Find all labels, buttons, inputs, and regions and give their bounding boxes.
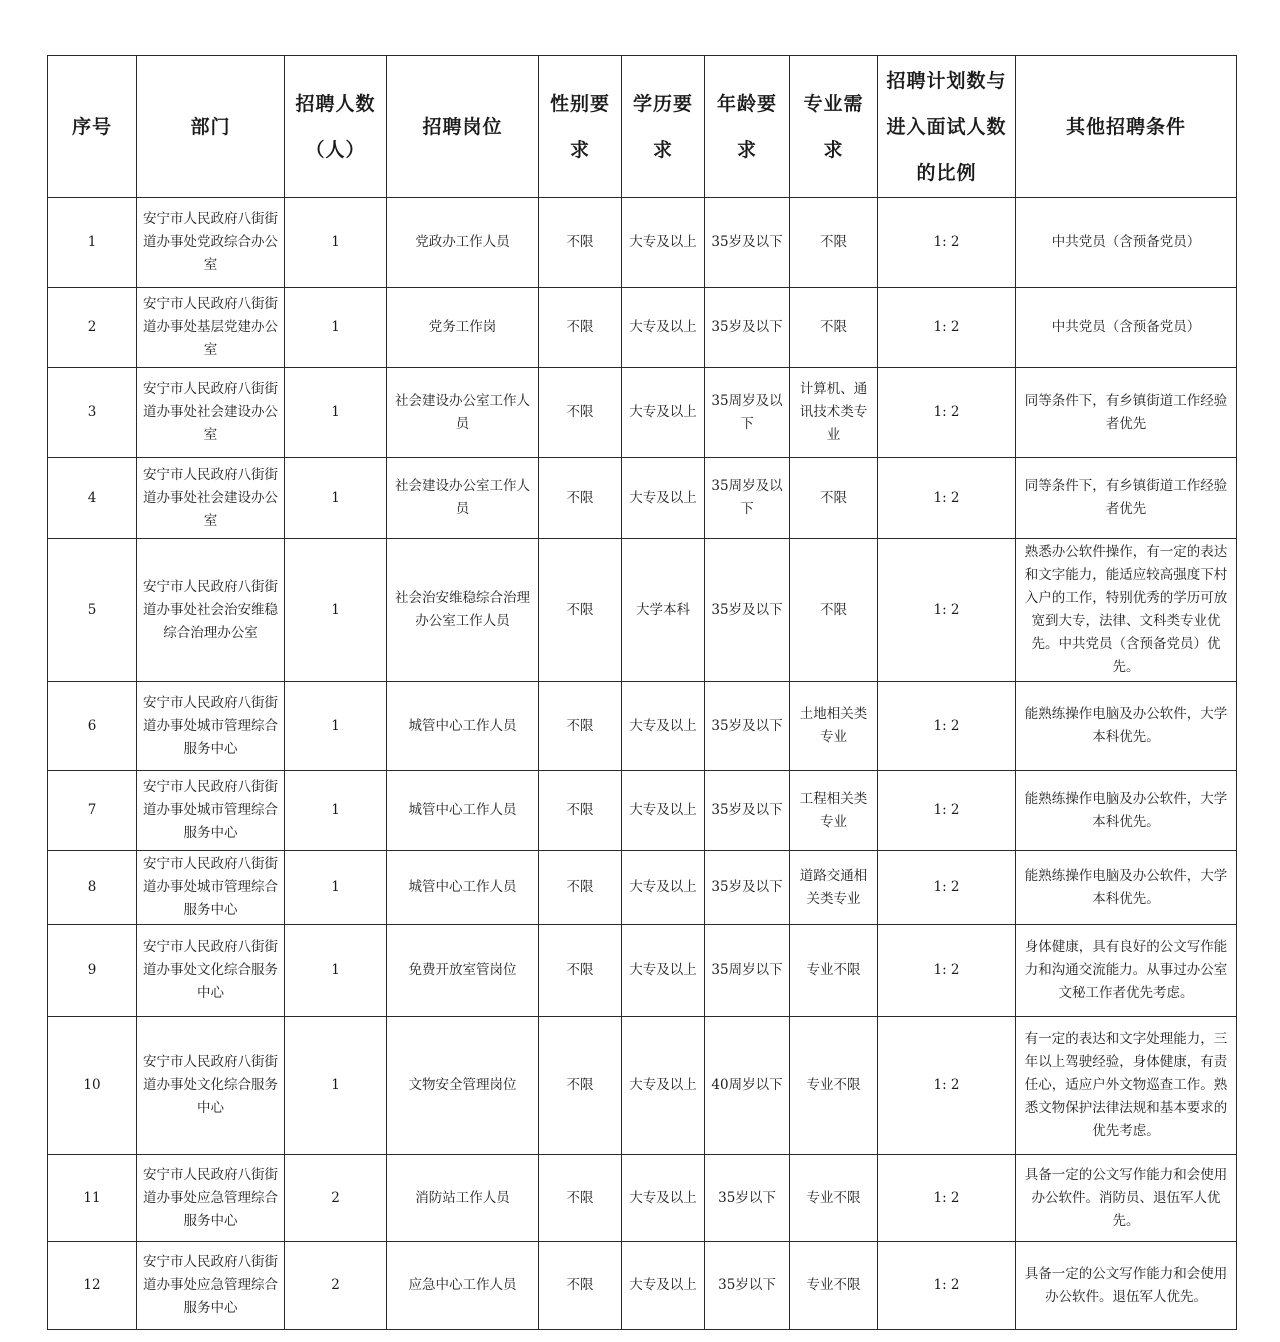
cell-ratio: 1: 2	[878, 198, 1016, 288]
table-row	[48, 198, 1237, 288]
cell-major: 工程相关类专业	[790, 771, 878, 851]
cell-ratio: 1: 2	[878, 682, 1016, 771]
cell-ratio: 1: 2	[878, 1242, 1016, 1330]
cell-gender: 不限	[539, 368, 622, 458]
cell-department: 安宁市人民政府八街街道办事处社会建设办公室	[137, 458, 285, 539]
table-row	[48, 925, 1237, 1017]
cell-age: 35岁及以下	[705, 851, 790, 925]
cell-ratio: 1: 2	[878, 1017, 1016, 1155]
cell-ratio: 1: 2	[878, 458, 1016, 539]
cell-gender: 不限	[539, 288, 622, 368]
cell-major: 土地相关类专业	[790, 682, 878, 771]
recruitment-table	[47, 55, 1237, 1330]
cell-other-conditions: 同等条件下，有乡镇街道工作经验者优先	[1016, 458, 1237, 539]
cell-ratio: 1: 2	[878, 925, 1016, 1017]
cell-headcount: 1	[285, 288, 387, 368]
table-row	[48, 851, 1237, 925]
cell-department: 安宁市人民政府八街街道办事处党政综合办公室	[137, 198, 285, 288]
cell-gender: 不限	[539, 1017, 622, 1155]
cell-gender: 不限	[539, 1242, 622, 1330]
cell-department: 安宁市人民政府八街街道办事处社会建设办公室	[137, 368, 285, 458]
table-row	[48, 458, 1237, 539]
header-position: 招聘岗位	[387, 56, 539, 198]
header-education: 学历要求	[622, 56, 705, 198]
cell-headcount: 1	[285, 368, 387, 458]
cell-age: 35岁及以下	[705, 198, 790, 288]
cell-major: 专业不限	[790, 1017, 878, 1155]
cell-serial: 7	[48, 771, 137, 851]
cell-other-conditions: 有一定的表达和文字处理能力，三年以上驾驶经验，身体健康，有责任心，适应户外文物巡查工作。熟悉文物保护法律法规和基本要求的优先考虑。	[1016, 1017, 1237, 1155]
cell-age: 35岁及以下	[705, 771, 790, 851]
cell-other-conditions: 中共党员（含预备党员）	[1016, 288, 1237, 368]
cell-major: 专业不限	[790, 1242, 878, 1330]
cell-serial: 4	[48, 458, 137, 539]
cell-serial: 9	[48, 925, 137, 1017]
cell-education: 大专及以上	[622, 682, 705, 771]
header-ratio: 招聘计划数与进入面试人数的比例	[878, 56, 1016, 198]
cell-gender: 不限	[539, 682, 622, 771]
cell-other-conditions: 能熟练操作电脑及办公软件，大学本科优先。	[1016, 682, 1237, 771]
cell-other-conditions: 具备一定的公文写作能力和会使用办公软件。消防员、退伍军人优先。	[1016, 1155, 1237, 1242]
cell-serial: 11	[48, 1155, 137, 1242]
header-headcount: 招聘人数（人）	[285, 56, 387, 198]
cell-other-conditions: 中共党员（含预备党员）	[1016, 198, 1237, 288]
table-row	[48, 1155, 1237, 1242]
cell-headcount: 1	[285, 851, 387, 925]
cell-major: 计算机、通讯技术类专业	[790, 368, 878, 458]
cell-age: 40周岁以下	[705, 1017, 790, 1155]
header-row	[48, 56, 1237, 198]
cell-headcount: 2	[285, 1242, 387, 1330]
cell-education: 大专及以上	[622, 1017, 705, 1155]
table-row	[48, 288, 1237, 368]
cell-ratio: 1: 2	[878, 1155, 1016, 1242]
header-major: 专业需求	[790, 56, 878, 198]
cell-ratio: 1: 2	[878, 851, 1016, 925]
cell-serial: 5	[48, 539, 137, 682]
cell-serial: 6	[48, 682, 137, 771]
cell-age: 35岁及以下	[705, 539, 790, 682]
cell-headcount: 1	[285, 198, 387, 288]
cell-position: 社会建设办公室工作人员	[387, 458, 539, 539]
cell-major: 不限	[790, 288, 878, 368]
cell-education: 大专及以上	[622, 771, 705, 851]
cell-serial: 3	[48, 368, 137, 458]
cell-other-conditions: 能熟练操作电脑及办公软件，大学本科优先。	[1016, 771, 1237, 851]
cell-headcount: 2	[285, 1155, 387, 1242]
cell-gender: 不限	[539, 925, 622, 1017]
cell-position: 城管中心工作人员	[387, 771, 539, 851]
header-age: 年龄要求	[705, 56, 790, 198]
cell-gender: 不限	[539, 771, 622, 851]
table-row	[48, 539, 1237, 682]
cell-serial: 2	[48, 288, 137, 368]
cell-position: 社会治安维稳综合治理办公室工作人员	[387, 539, 539, 682]
cell-major: 不限	[790, 458, 878, 539]
cell-position: 社会建设办公室工作人员	[387, 368, 539, 458]
cell-age: 35周岁以下	[705, 925, 790, 1017]
cell-gender: 不限	[539, 539, 622, 682]
cell-headcount: 1	[285, 458, 387, 539]
cell-position: 免费开放室管岗位	[387, 925, 539, 1017]
cell-gender: 不限	[539, 851, 622, 925]
cell-headcount: 1	[285, 682, 387, 771]
table-row	[48, 771, 1237, 851]
cell-education: 大专及以上	[622, 198, 705, 288]
cell-department: 安宁市人民政府八街街道办事处应急管理综合服务中心	[137, 1155, 285, 1242]
cell-other-conditions: 具备一定的公文写作能力和会使用办公软件。退伍军人优先。	[1016, 1242, 1237, 1330]
table-row	[48, 682, 1237, 771]
cell-major: 不限	[790, 198, 878, 288]
cell-education: 大学本科	[622, 539, 705, 682]
cell-headcount: 1	[285, 925, 387, 1017]
cell-other-conditions: 熟悉办公软件操作，有一定的表达和文字能力，能适应较高强度下村入户的工作，特别优秀的学历可放宽到大专，法律、文科类专业优先。中共党员（含预备党员）优先。	[1016, 539, 1237, 682]
cell-serial: 1	[48, 198, 137, 288]
cell-serial: 12	[48, 1242, 137, 1330]
cell-education: 大专及以上	[622, 1242, 705, 1330]
cell-gender: 不限	[539, 198, 622, 288]
header-department: 部门	[137, 56, 285, 198]
cell-age: 35周岁及以下	[705, 458, 790, 539]
cell-major: 不限	[790, 539, 878, 682]
cell-education: 大专及以上	[622, 458, 705, 539]
cell-position: 党政办工作人员	[387, 198, 539, 288]
cell-department: 安宁市人民政府八街街道办事处城市管理综合服务中心	[137, 851, 285, 925]
cell-position: 党务工作岗	[387, 288, 539, 368]
table-row	[48, 1017, 1237, 1155]
header-other-conditions: 其他招聘条件	[1016, 56, 1237, 198]
cell-age: 35岁以下	[705, 1155, 790, 1242]
cell-headcount: 1	[285, 771, 387, 851]
cell-serial: 10	[48, 1017, 137, 1155]
cell-education: 大专及以上	[622, 288, 705, 368]
cell-position: 消防站工作人员	[387, 1155, 539, 1242]
cell-department: 安宁市人民政府八街街道办事处城市管理综合服务中心	[137, 771, 285, 851]
cell-education: 大专及以上	[622, 368, 705, 458]
cell-other-conditions: 身体健康，具有良好的公文写作能力和沟通交流能力。从事过办公室文秘工作者优先考虑。	[1016, 925, 1237, 1017]
cell-headcount: 1	[285, 539, 387, 682]
cell-gender: 不限	[539, 1155, 622, 1242]
cell-education: 大专及以上	[622, 925, 705, 1017]
cell-department: 安宁市人民政府八街街道办事处社会治安维稳综合治理办公室	[137, 539, 285, 682]
cell-department: 安宁市人民政府八街街道办事处文化综合服务中心	[137, 925, 285, 1017]
cell-major: 专业不限	[790, 1155, 878, 1242]
cell-other-conditions: 同等条件下，有乡镇街道工作经验者优先	[1016, 368, 1237, 458]
cell-department: 安宁市人民政府八街街道办事处基层党建办公室	[137, 288, 285, 368]
cell-position: 应急中心工作人员	[387, 1242, 539, 1330]
cell-age: 35岁及以下	[705, 682, 790, 771]
table-row	[48, 368, 1237, 458]
cell-education: 大专及以上	[622, 1155, 705, 1242]
cell-department: 安宁市人民政府八街街道办事处应急管理综合服务中心	[137, 1242, 285, 1330]
cell-major: 道路交通相关类专业	[790, 851, 878, 925]
cell-department: 安宁市人民政府八街街道办事处文化综合服务中心	[137, 1017, 285, 1155]
cell-other-conditions: 能熟练操作电脑及办公软件，大学本科优先。	[1016, 851, 1237, 925]
cell-ratio: 1: 2	[878, 771, 1016, 851]
cell-education: 大专及以上	[622, 851, 705, 925]
cell-age: 35周岁及以下	[705, 368, 790, 458]
cell-headcount: 1	[285, 1017, 387, 1155]
cell-ratio: 1: 2	[878, 368, 1016, 458]
cell-major: 专业不限	[790, 925, 878, 1017]
cell-age: 35岁及以下	[705, 288, 790, 368]
cell-age: 35岁以下	[705, 1242, 790, 1330]
cell-gender: 不限	[539, 458, 622, 539]
cell-ratio: 1: 2	[878, 539, 1016, 682]
header-serial: 序号	[48, 56, 137, 198]
cell-department: 安宁市人民政府八街街道办事处城市管理综合服务中心	[137, 682, 285, 771]
cell-position: 文物安全管理岗位	[387, 1017, 539, 1155]
table-row	[48, 1242, 1237, 1330]
cell-serial: 8	[48, 851, 137, 925]
header-gender: 性别要求	[539, 56, 622, 198]
cell-ratio: 1: 2	[878, 288, 1016, 368]
cell-position: 城管中心工作人员	[387, 682, 539, 771]
cell-position: 城管中心工作人员	[387, 851, 539, 925]
